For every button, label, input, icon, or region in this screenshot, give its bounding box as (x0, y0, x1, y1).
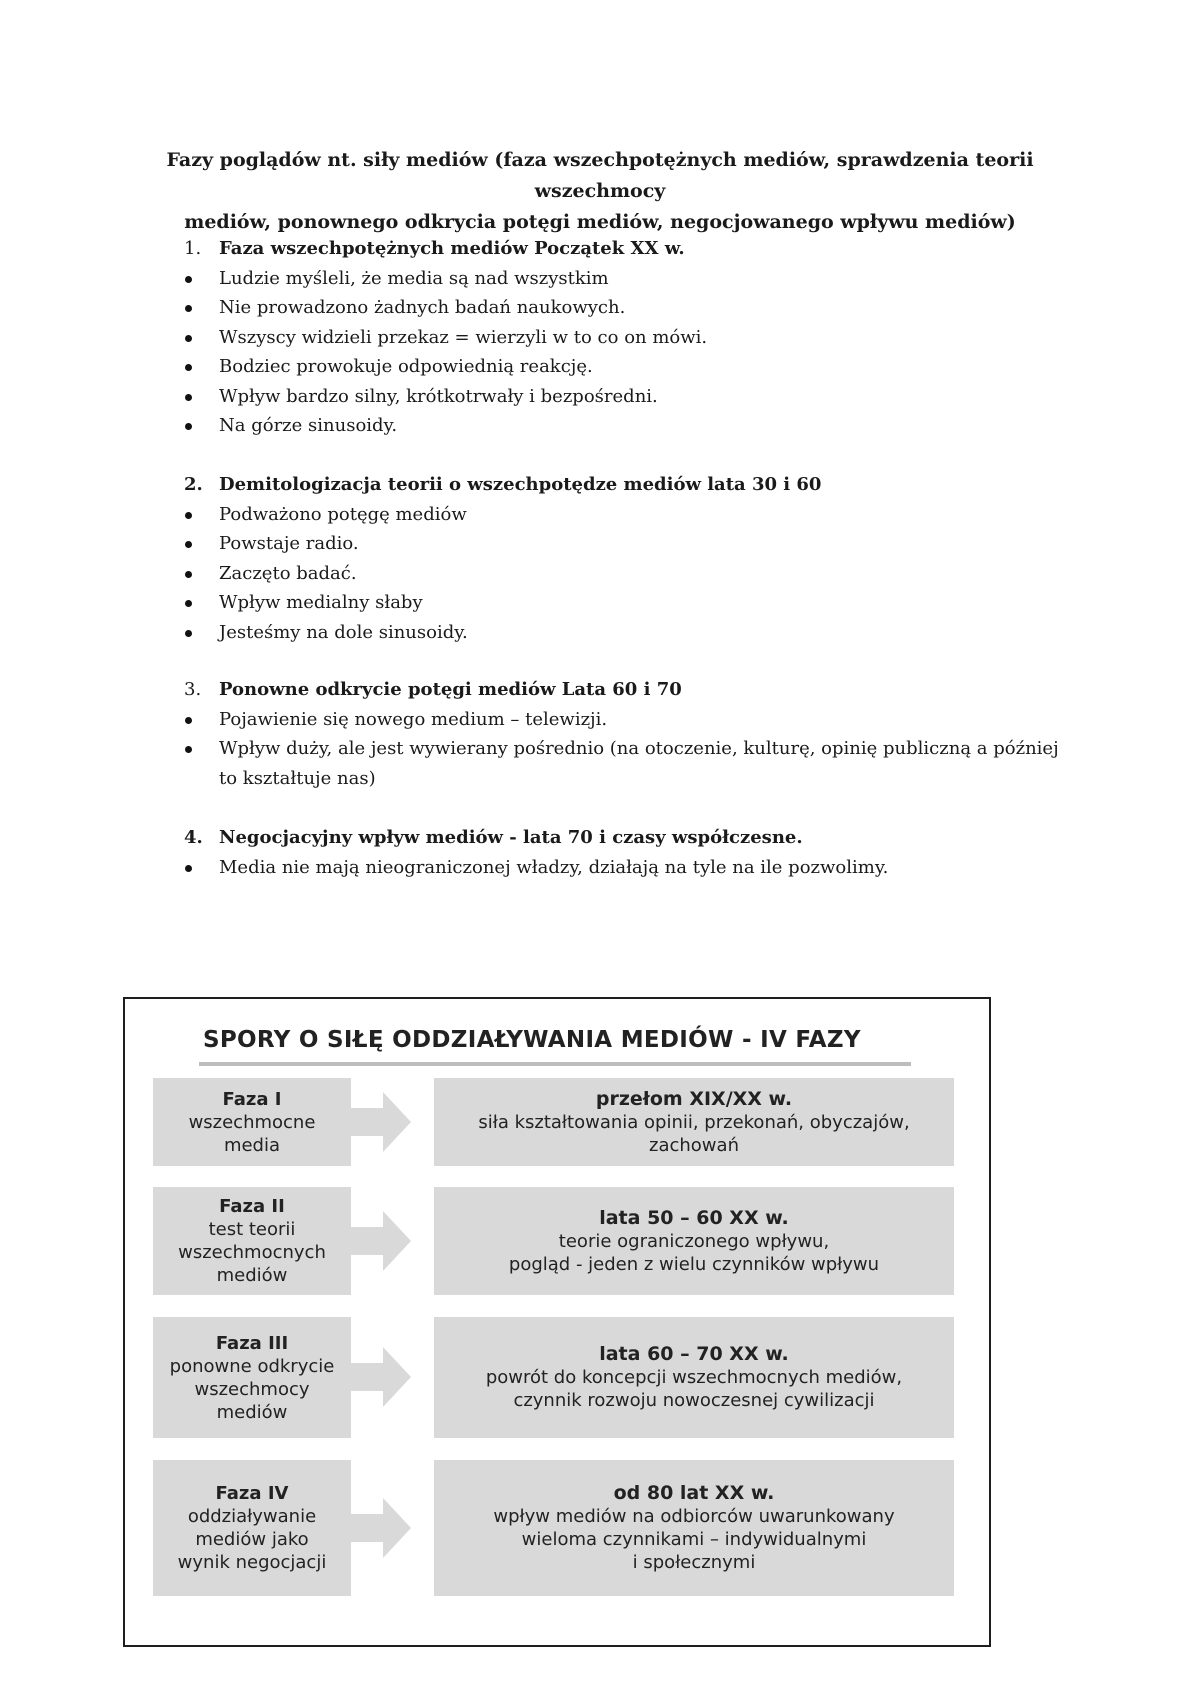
section-title: Faza wszechpotężnych mediów Początek XX w. (219, 238, 685, 259)
phase-detail-line: czynnik rozwoju nowoczesnej cywilizacji (513, 1390, 875, 1411)
bullet-list (165, 264, 1065, 441)
diagram-title-underline (199, 1062, 911, 1066)
section-number: 4. (184, 827, 203, 848)
bullet-item: Na górze sinusoidy. (165, 411, 1065, 441)
phase-detail-box (434, 1317, 954, 1438)
phase-name: Faza IV (215, 1483, 289, 1504)
bullet-list (165, 500, 1065, 648)
phase-desc-line: test teorii (208, 1219, 296, 1240)
phase-detail-line: zachowań (649, 1134, 739, 1156)
arrow-right-icon (351, 1209, 413, 1273)
section-1 (165, 234, 1065, 441)
phase-period: przełom XIX/XX w. (595, 1087, 793, 1110)
phase-name: Faza II (219, 1196, 285, 1217)
section-heading (165, 234, 1065, 264)
section-heading (165, 470, 1065, 500)
phase-desc-line: wszechmocnych (178, 1242, 326, 1263)
phases-diagram (123, 997, 991, 1647)
page-title-line-1: Fazy poglądów nt. siły mediów (faza wszechpotężnych mediów, sprawdzenia teorii wszechmocy (166, 149, 1034, 202)
phase-desc-line: ponowne odkrycie (169, 1355, 335, 1377)
bullet-list (165, 705, 1065, 794)
bullet-item: Media nie mają nieograniczonej władzy, działają na tyle na ile pozwolimy. (165, 853, 1065, 883)
phase-period: od 80 lat XX w. (613, 1482, 775, 1504)
phase-detail-line: i społecznymi (632, 1552, 756, 1573)
bullet-item: Wpływ medialny słaby (165, 588, 1065, 618)
phase-detail-line: pogląd - jeden z wielu czynników wpływu (508, 1253, 880, 1275)
phase-name: Faza III (215, 1332, 289, 1354)
bullet-item: Wpływ duży, ale jest wywierany pośrednio (na otoczenie, kulturę, opinię publiczną a później to kształtuje nas) (165, 734, 1065, 793)
phase-desc-line: wynik negocjacji (177, 1552, 327, 1573)
section-title: Negocjacyjny wpływ mediów - lata 70 i czasy współczesne. (219, 827, 803, 848)
section-title: Demitologizacja teorii o wszechpotędze mediów lata 30 i 60 (219, 474, 822, 495)
phase-detail-box (434, 1078, 954, 1166)
section-heading (165, 675, 1065, 705)
section-number: 3. (184, 679, 202, 700)
diagram-title: SPORY O SIŁĘ ODDZIAŁYWANIA MEDIÓW - IV FAZY (203, 1027, 861, 1053)
phase-name: Faza I (222, 1088, 282, 1110)
section-heading (165, 823, 1065, 853)
bullet-item: Zaczęto badać. (165, 559, 1065, 589)
bullet-item: Powstaje radio. (165, 529, 1065, 559)
bullet-item: Podważono potęgę mediów (165, 500, 1065, 530)
section-3 (165, 675, 1065, 793)
section-2 (165, 470, 1065, 647)
section-number: 1. (184, 238, 202, 259)
phase-detail-box (434, 1460, 954, 1596)
bullet-item: Ludzie myśleli, że media są nad wszystkim (165, 264, 1065, 294)
section-4 (165, 823, 1065, 882)
phase-label-box (153, 1317, 351, 1438)
phase-desc-line: mediów jako (195, 1529, 309, 1550)
phase-detail-line: siła kształtowania opinii, przekonań, obyczajów, (478, 1111, 910, 1133)
bullet-item: Pojawienie się nowego medium – telewizji. (165, 705, 1065, 735)
phase-desc-line: mediów (216, 1265, 288, 1286)
phase-desc-line: media (223, 1134, 281, 1156)
bullet-item: Nie prowadzono żadnych badań naukowych. (165, 293, 1065, 323)
phase-detail-line: wpływ mediów na odbiorców uwarunkowany (493, 1506, 895, 1527)
section-title: Ponowne odkrycie potęgi mediów Lata 60 i 70 (219, 679, 682, 700)
bullet-item: Bodziec prowokuje odpowiednią reakcję. (165, 352, 1065, 382)
phase-label-box (153, 1078, 351, 1166)
phase-detail-line: wieloma czynnikami – indywidualnymi (521, 1529, 867, 1550)
bullet-item: Wszyscy widzieli przekaz = wierzyli w to co on mówi. (165, 323, 1065, 353)
bullet-list (165, 853, 1065, 883)
phase-detail-line: teorie ograniczonego wpływu, (558, 1230, 830, 1252)
bullet-item: Wpływ bardzo silny, krótkotrwały i bezpośredni. (165, 382, 1065, 412)
phase-desc-line: oddziaływanie (187, 1506, 317, 1527)
arrow-right-icon (351, 1090, 413, 1154)
bullet-item: Jesteśmy na dole sinusoidy. (165, 618, 1065, 648)
phase-detail-line: powrót do koncepcji wszechmocnych mediów, (485, 1367, 903, 1388)
phase-period: lata 50 – 60 XX w. (599, 1206, 789, 1229)
phase-desc-line: wszechmocy (194, 1378, 310, 1400)
section-number: 2. (184, 474, 203, 495)
arrow-right-icon (351, 1345, 413, 1409)
phase-period: lata 60 – 70 XX w. (599, 1343, 789, 1365)
phase-desc-line: wszechmocne (188, 1111, 316, 1133)
phase-detail-box (434, 1187, 954, 1295)
phase-label-box (153, 1460, 351, 1596)
page-title-line-2: mediów, ponownego odkrycia potęgi mediów, negocjowanego wpływu mediów) (184, 211, 1016, 233)
phase-label-box (153, 1187, 351, 1295)
arrow-right-icon (351, 1496, 413, 1560)
phase-desc-line: mediów (216, 1401, 288, 1423)
page-title (130, 145, 1070, 238)
